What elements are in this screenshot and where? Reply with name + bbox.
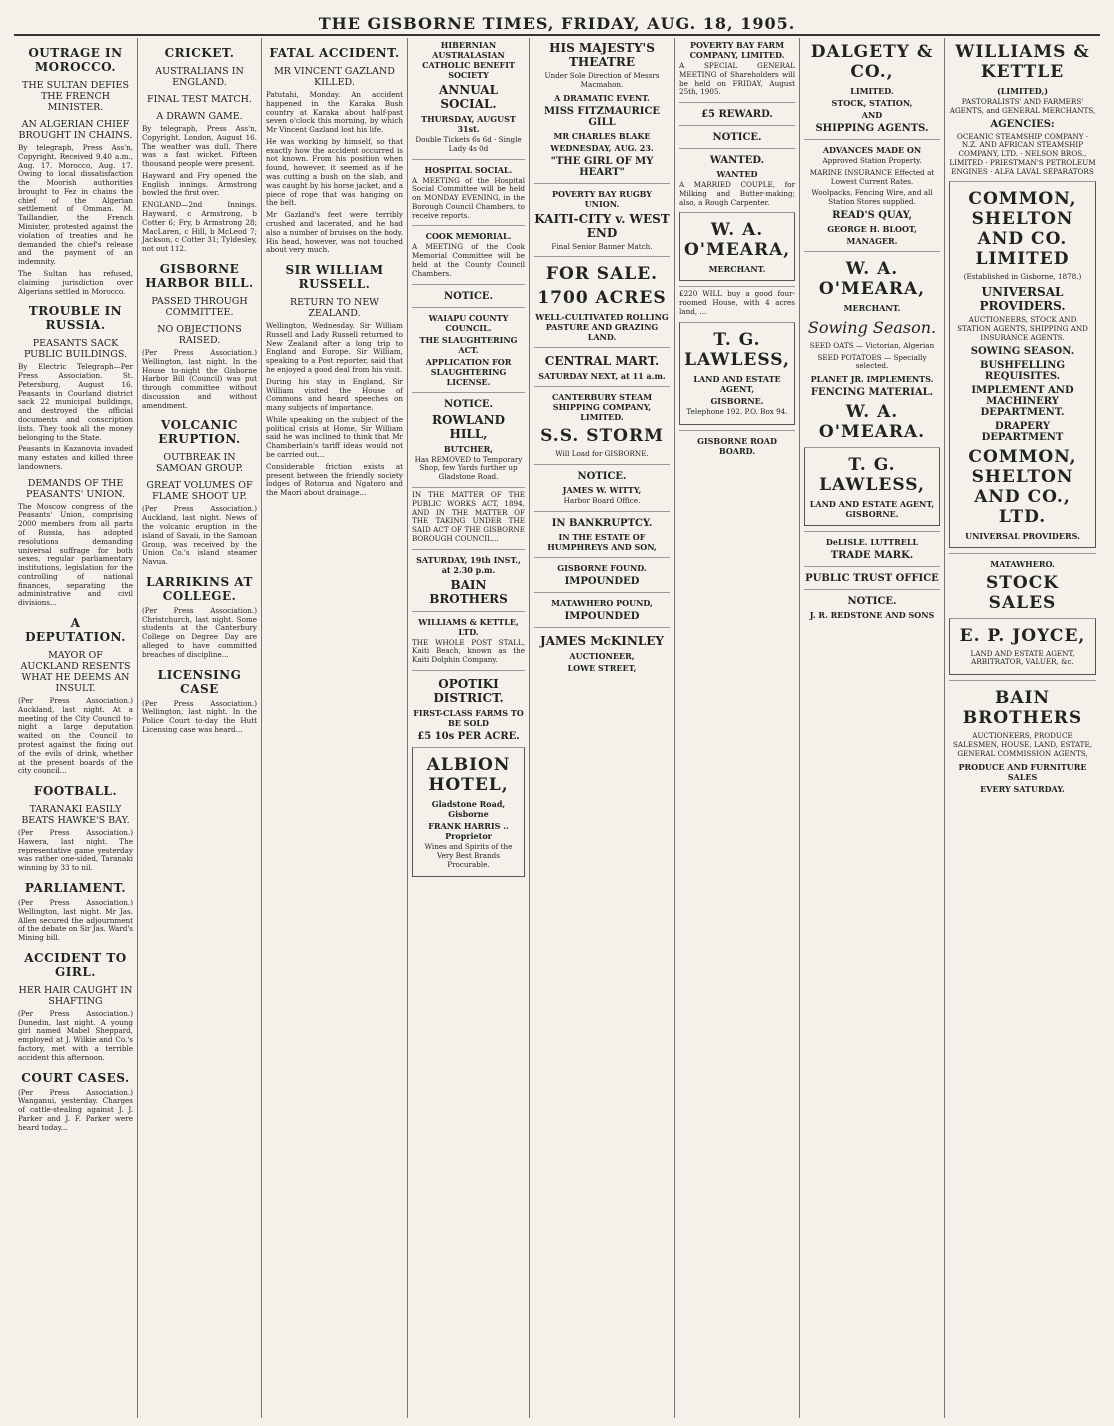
ad-cook-memorial	[412, 225, 525, 278]
article-text: Hayward and Fry opened the English innings. Armstrong bowled the first over.	[142, 170, 257, 198]
ad-title: ALBION HOTEL,	[426, 754, 511, 795]
ad-road-board	[679, 430, 795, 456]
ad-text: Under Sole Direction of Messrs Macmahon.	[544, 71, 660, 89]
article-text: The Moscow congress of the Peasants' Union, comprising 2000 members from all parts of Russia, has adopted resolutions demanding universal suffrage for both sexes, regular parliamentary institutions, legislation for the controlling of national finances, separating the administrative and civil divisions...	[18, 501, 133, 608]
article-text: Considerable friction exists at present between the friendly society lodges of Rotorua and Ngatoro and the Maori about drainage...	[266, 461, 403, 498]
ad-heading: JAMES W. WITTY,	[562, 485, 642, 496]
ad-heading: HIBERNIAN AUSTRALASIAN CATHOLIC BENEFIT SOCIETY	[422, 40, 515, 80]
subhead: FINAL TEST MATCH.	[147, 94, 252, 105]
ad-heading: WANTED.	[709, 155, 765, 167]
subhead: HER HAIR CAUGHT IN SHAFTING	[18, 984, 133, 1007]
ad-heading: LIMITED.	[850, 86, 894, 96]
column-8	[945, 38, 1100, 1418]
subhead: A DRAWN GAME.	[156, 111, 243, 122]
ad-heading: STOCK, STATION,	[831, 98, 913, 108]
ad-title: T. G. LAWLESS,	[819, 455, 925, 496]
ad-title: W. A. O'MEARA.	[818, 402, 926, 443]
ad-heading: MISS FITZMAURICE GILL	[543, 105, 661, 128]
ad-heading: POVERTY BAY RUGBY UNION.	[552, 188, 652, 209]
subhead: GREAT VOLUMES OF FLAME SHOOT UP.	[146, 480, 253, 503]
article-text: (Per Press Association.) Auckland, last night. News of the volcanic eruption in the island of Savaii, in the Samoan Group, was received by the Union Co.'s island steamer Navua.	[142, 504, 257, 567]
ad-mckinley	[534, 627, 670, 673]
subhead: MAYOR OF AUCKLAND RESENTS WHAT HE DEEMS AN INSULT.	[20, 650, 131, 695]
headline-harbor-bill: GISBORNE HARBOR BILL.	[145, 261, 254, 290]
ad-text: £220 WILL buy a good four-roomed House, with 4 acres land, ...	[679, 289, 795, 317]
ad-text: A SPECIAL GENERAL MEETING of Shareholders will be held on FRIDAY, August 25th, 1905.	[679, 61, 795, 97]
ad-title: W. A. O'MEARA,	[818, 258, 926, 299]
ad-title: BAIN BROTHERS	[962, 688, 1083, 729]
ad-heading: A DRAMATIC EVENT.	[554, 92, 650, 103]
subhead: PEASANTS SACK PUBLIC BUILDINGS.	[23, 338, 128, 361]
ad-central-mart	[534, 347, 670, 381]
ad-omeara	[804, 251, 940, 442]
ad-heading: NOTICE.	[577, 471, 627, 483]
ad-heading: GISBORNE.	[710, 395, 764, 406]
ad-notice	[679, 125, 795, 143]
article-text: (Per Press Association.) Hawera, last night. The representative game yesterday was rather one-sided, Taranaki winning by 33 to nil.	[18, 828, 133, 873]
ad-heading: DeLISLE. LUTTRELL	[825, 537, 919, 548]
subhead: AN ALGERIAN CHIEF BROUGHT IN CHAINS.	[18, 119, 133, 141]
ad-lawless	[679, 322, 795, 425]
column-3	[262, 38, 408, 1418]
ad-text: MARINE INSURANCE Effected at Lowest Current Rates.	[809, 167, 935, 186]
ad-heading: GEORGE H. BLOOT,	[827, 223, 917, 234]
article-text: Wellington, Wednesday. Sir William Russell and Lady Russell returned to New Zealand after a long trip to England and Europe. Sir William, speaking to a Post reporter, said that he enjoyed a good deal from his visit.	[266, 321, 403, 374]
article-text: (Per Press Association.) Wellington, last night. In the House to-night the Gisborne Harbor Bill (Council) was put through committee without discussion and without amendment.	[142, 347, 257, 410]
ad-notice-harbor	[534, 464, 670, 506]
ad-heading: FRANK HARRIS .. Proprietor	[428, 820, 509, 841]
ad-text: Harbor Board Office.	[563, 496, 641, 506]
ad-heading: EVERY SATURDAY.	[980, 783, 1065, 794]
ad-heading: TRADE MARK.	[830, 550, 914, 562]
ad-heading: AND	[861, 110, 883, 120]
ad-text: IN THE MATTER OF THE PUBLIC WORKS ACT, 1894, AND IN THE MATTER OF THE TAKING UNDER THE SAID ACT OF THE GISBORNE BOROUGH COUNCIL...	[412, 489, 525, 543]
ad-heading: IMPOUNDED	[564, 575, 640, 587]
ad-title: UNIVERSAL PROVIDERS.	[979, 285, 1066, 314]
subhead: TARANAKI EASILY BEATS HAWKE'S BAY.	[21, 804, 130, 827]
ad-heading: SHIPPING AGENTS.	[815, 123, 929, 134]
ad-title: T. G. LAWLESS,	[684, 329, 790, 370]
ad-heading: FENCING MATERIAL.	[810, 387, 934, 399]
ad-title: ROWLAND HILL,	[431, 412, 506, 441]
ad-reward	[679, 102, 795, 120]
article-text: (Per Press Association.) Auckland, last night. At a meeting of the City Council to-night a large deputation waited on the Council to protest against the fixing out of the evils of drink, whether at the present boards of the city council...	[18, 696, 133, 776]
headline-fatal-accident: FATAL ACCIDENT.	[269, 46, 400, 60]
subhead: AUSTRALIANS IN ENGLAND.	[155, 66, 244, 88]
subhead: OUTBREAK IN SAMOAN GROUP.	[155, 452, 244, 475]
ad-text: AUCTIONEERS, STOCK AND STATION AGENTS, SHIPPING AND INSURANCE AGENTS.	[957, 315, 1088, 342]
headline-football: FOOTBALL.	[33, 784, 118, 799]
ad-title: KAITI-CITY v. WEST END	[534, 211, 670, 240]
column-6	[675, 38, 800, 1418]
subhead: DEMANDS OF THE PEASANTS' UNION.	[26, 477, 125, 500]
ad-heading: AUCTIONEER,	[569, 650, 635, 661]
article-text: He was working by himself, so that exactly how the accident occurred is not known. From his position when found, however, it seemed as if he was cutting a bush on the slab, and was caught by his horse jacket, and a piece of rope that was hanging on the belt.	[266, 136, 403, 208]
article-text: (Per Press Association.) Dunedin, last night. A young girl named Mabel Sheppard, employed at J. Wilkie and Co.'s factory, met with a terrible accident this afternoon.	[18, 1008, 133, 1062]
ad-title: COMMON, SHELTON AND CO., LTD.	[968, 446, 1077, 527]
column-4	[408, 38, 530, 1418]
ad-title: STOCK SALES	[985, 572, 1060, 613]
ad-heading: (LIMITED,)	[996, 86, 1049, 96]
article-text: (Per Press Association.) Wellington, last night. Mr Jas. Allen secured the adjournment of the debate on Sir Jas. Ward's Mining bill.	[18, 897, 133, 943]
ad-for-sale	[534, 256, 670, 342]
article-text: Peasants in Kazanovia invaded many estates and killed three landowners.	[18, 444, 133, 471]
ad-text: A MEETING of the Cook Memorial Committee will be held at the County Council Chambers.	[412, 242, 525, 278]
ad-heading: FIRST-CLASS FARMS TO BE SOLD	[413, 707, 524, 728]
ad-public-trust	[804, 566, 940, 584]
ad-text: A MARRIED COUPLE, for Milking and Butter-making; also, a Rough Carpenter.	[679, 180, 795, 207]
ad-title: W. A. O'MEARA,	[684, 220, 791, 261]
ad-title: Sowing Season.	[807, 317, 937, 337]
ad-heading: LAND AND ESTATE AGENT, GISBORNE.	[809, 499, 935, 520]
ad-redstone	[804, 589, 940, 620]
ad-heading: MATAWHERO.	[990, 558, 1055, 569]
subhead: PASSED THROUGH COMMITTEE.	[151, 295, 248, 318]
ad-heading: NOTICE.	[443, 398, 494, 410]
ad-text: SEED OATS — Victorian, Algerian	[809, 340, 935, 350]
ad-heading: NOTICE.	[847, 596, 897, 608]
ad-heading: Gladstone Road, Gisborne	[431, 798, 506, 819]
ad-hospital-social	[412, 159, 525, 221]
ad-bankruptcy	[534, 511, 670, 552]
ad-heading: COOK MEMORIAL.	[425, 231, 512, 242]
ad-text: AUCTIONEERS, PRODUCE SALESMEN, HOUSE, LAND, ESTATE, GENERAL COMMISSION AGENTS,	[952, 731, 1093, 758]
ad-gisborne-found	[534, 557, 670, 587]
ad-common-shelton	[949, 181, 1096, 547]
subhead: MR VINCENT GAZLAND KILLED.	[274, 66, 395, 88]
headline-cricket: CRICKET.	[164, 46, 235, 60]
ad-williams-kettle	[412, 611, 525, 665]
headline-licensing: LICENSING CASE	[157, 667, 242, 696]
ad-heading: WAIAPU COUNTY COUNCIL.	[428, 312, 509, 333]
ad-text: Telephone 192. P.O. Box 94.	[686, 406, 788, 416]
subhead: NO OBJECTIONS RAISED.	[157, 323, 242, 346]
ad-text: OCEANIC STEAMSHIP COMPANY · N.Z. AND AFRICAN STEAMSHIP COMPANY, LTD. · NELSON BROS., LIMITED · PRIESTMAN'S PETROLEUM ENGINES · ALFA LAVAL SEPARATORS	[949, 131, 1096, 176]
article-text: The Sultan has refused, claiming jurisdiction over Algerians settled in Morocco.	[18, 268, 133, 296]
ad-heading: J. R. REDSTONE AND SONS	[809, 610, 935, 621]
ad-heading: NOTICE.	[712, 132, 762, 144]
headline-court-cases: COURT CASES.	[21, 1070, 130, 1085]
article-text: Patutahi, Monday. An accident happened in the Karaka Bush country at Karaka about half-past seven o'clock this morning, by which Mr Vincent Gazland lost his life.	[266, 90, 403, 135]
ad-title: JAMES McKINLEY	[539, 633, 664, 648]
ad-heading: IMPOUNDED	[564, 610, 640, 622]
ad-heading: PRODUCE AND FURNITURE SALES	[958, 761, 1087, 782]
ad-title: COMMON, SHELTON AND CO. LIMITED	[968, 189, 1077, 270]
ad-date: WEDNESDAY, AUG. 23.	[550, 142, 654, 153]
subhead: RETURN TO NEW ZEALAND.	[289, 297, 380, 320]
ad-title: E. P. JOYCE,	[959, 625, 1086, 646]
article-text: ENGLAND—2nd Innings. Hayward, c Armstrong, b Cotter 6; Fry, b Armstrong 28; MacLaren, c Hill, b McLeod 7; Jackson, c Cotter 31; Tyldesley, not out 112.	[142, 200, 257, 254]
headline-volcanic-eruption: VOLCANIC ERUPTION.	[158, 418, 241, 447]
ad-heading: AGENCIES:	[990, 118, 1055, 130]
article-text: (Per Press Association.) Wellington, last night. In the Police Court to-day the Hutt Licensing case was heard...	[142, 698, 257, 734]
ad-text: A MEETING of the Hospital Social Committee will be held on MONDAY EVENING, in the Borough Council Chambers, to receive reports.	[412, 175, 525, 220]
ad-lawless	[804, 447, 940, 526]
column-2	[138, 38, 262, 1418]
ad-text: Wines and Spirits of the Very Best Brands Procurable.	[424, 841, 513, 869]
ad-albion-hotel	[412, 747, 525, 877]
ad-text: LAND AND ESTATE AGENT, ARBITRATOR, VALUER, &c.	[970, 648, 1075, 667]
ad-heading: MR CHARLES BLAKE	[553, 130, 651, 141]
ad-heading: WANTED	[716, 169, 758, 180]
ad-heading: MERCHANT.	[708, 264, 766, 275]
ad-heading: MATAWHERO POUND,	[551, 597, 653, 608]
headline-outrage-morocco: OUTRAGE IN MOROCCO.	[28, 46, 123, 74]
ad-omeara	[679, 212, 795, 281]
ad-heading: NOTICE.	[443, 290, 494, 302]
ad-rugby	[534, 183, 670, 252]
masthead: THE GISBORNE TIMES, FRIDAY, AUG. 18, 1905.	[318, 14, 796, 33]
ad-joyce	[949, 618, 1096, 676]
column-5	[530, 38, 675, 1418]
ad-heading: BUTCHER,	[443, 443, 494, 454]
ad-heading: IN BANKRUPTCY.	[551, 517, 653, 529]
article-text: By telegraph, Press Ass'n, Copyright. Received 9.40 a.m., Aug. 17. Morocco, Aug. 17. Owing to local dissatisfaction the Moorish authorities brought to Fez in chains the chief of the Algerian settlement of Omman. M. Taillandier, the French Minister, protested against the violation of treaties and he demanded the chief's release and the payment of an indemnity.	[18, 143, 133, 267]
ad-notice	[412, 284, 525, 302]
article-text: Mr Gazland's feet were terribly crushed and lacerated, and he had also a number of bruises on the body. His head, however, was not touched about very much.	[266, 210, 403, 255]
ad-price: £5 10s PER ACRE.	[417, 730, 520, 742]
article-text: (Per Press Association.) Wanganui, yesterday. Charges of cattle-stealing against J. J. Parker and J. F. Parker were heard today...	[18, 1087, 133, 1132]
ad-trade-mark	[804, 531, 940, 561]
ad-public-works	[412, 487, 525, 544]
ad-heading: DRAPERY DEPARTMENT	[981, 420, 1064, 443]
article-text: (Per Press Association.) Christchurch, last night. Some students at the Canterbury College on Degree Day are alleged to have committed breaches of discipline...	[142, 605, 257, 659]
article-text: While speaking on the subject of the political crisis at Home, Sir William said he was inclined to think that Mr Chamberlain's tariff ideas would not be carried out...	[266, 414, 403, 459]
ad-text: SEED POTATOES — Specially selected.	[817, 352, 927, 371]
ad-title: ANNUAL SOCIAL.	[438, 83, 499, 111]
ad-bain	[412, 549, 525, 606]
ad-matawhero-pound	[534, 592, 670, 622]
ad-heading: "THE GIRL OF MY HEART"	[550, 155, 654, 178]
ad-heading: MANAGER.	[846, 235, 898, 246]
article-text: By telegraph, Press Ass'n, Copyright. London, August 16. The weather was dull. There was a fast wicket. Fifteen thousand people were present.	[142, 124, 257, 169]
column-7	[800, 38, 945, 1418]
ad-acres: 1700 ACRES	[537, 288, 667, 309]
ad-heading: READ'S QUAY,	[832, 209, 912, 221]
ad-matawhero	[949, 553, 1096, 613]
ad-title: CENTRAL MART.	[544, 354, 660, 369]
ad-title: BAIN BROTHERS	[429, 577, 508, 606]
column-1	[14, 38, 138, 1418]
ad-wanted	[679, 148, 795, 207]
headline-trouble-russia: TROUBLE IN RUSSIA.	[28, 304, 123, 333]
article-text: By Electric Telegraph—Per Press Association. St. Petersburg, August 16. Peasants in Courland district sack 22 municipal buildings, and destroyed the official documents and conscription lists. They took all the money belonging to the State.	[18, 362, 133, 442]
ad-waiapu	[412, 307, 525, 387]
ad-text: PASTORALISTS' AND FARMERS' AGENTS, and GENERAL MERCHANTS,	[949, 97, 1096, 115]
ad-text: Has REMOVED to Temporary Shop, few Yards further up Gladstone Road.	[414, 454, 523, 482]
ad-heading: BUSHFELLING REQUISITES.	[980, 359, 1065, 382]
ad-text: THE WHOLE POST STALL, Kaiti Beach, known as the Kaiti Dolphin Company.	[412, 637, 525, 665]
ad-heading: IN THE ESTATE OF HUMPHREYS AND SON,	[547, 531, 657, 552]
ad-date: THURSDAY, AUGUST 31st.	[421, 114, 516, 134]
ad-heading: PLANET JR. IMPLEMENTS.	[810, 374, 934, 385]
ad-text: Approved Station Property.	[822, 156, 922, 165]
ad-title: HIS MAJESTY'S THEATRE	[549, 41, 655, 69]
ad-heading: ADVANCES MADE ON	[822, 145, 922, 155]
ad-title: S.S. STORM	[540, 426, 664, 447]
ad-heading: HOSPITAL SOCIAL.	[424, 164, 513, 175]
ad-heading: MERCHANT.	[843, 302, 901, 313]
ad-heading: LOWE STREET,	[567, 662, 637, 673]
headline-accident-girl: ACCIDENT TO GIRL.	[24, 950, 127, 979]
ad-heading: GISBORNE ROAD BOARD.	[697, 435, 777, 456]
headline-parliament: PARLIAMENT.	[24, 880, 127, 895]
ad-heading: APPLICATION FOR SLAUGHTERING LICENSE.	[425, 356, 512, 387]
ad-heading: IMPLEMENT AND MACHINERY DEPARTMENT.	[971, 384, 1074, 418]
article-text: During his stay in England, Sir William visited the House of Commons and heard speeches on many subjects of importance.	[266, 376, 403, 413]
ad-heading: POVERTY BAY FARM COMPANY, LIMITED.	[689, 40, 785, 60]
ad-text: Woolpacks, Fencing Wire, and all Station Stores supplied.	[811, 188, 933, 207]
ad-heading: THE SLAUGHTERING ACT.	[419, 334, 518, 355]
ad-bain-brothers	[949, 680, 1096, 793]
ad-heading: SATURDAY, 19th INST., at 2.30 p.m.	[416, 554, 521, 575]
ad-storm	[534, 386, 670, 459]
ad-text: Final Senior Banner Match.	[551, 241, 653, 251]
ad-heading: CANTERBURY STEAM SHIPPING COMPANY, LIMITED.	[551, 392, 653, 423]
subhead: THE SULTAN DEFIES THE FRENCH MINISTER.	[22, 80, 129, 113]
ad-heading: WILLIAMS & KETTLE, LTD.	[418, 616, 519, 637]
ad-heading: PUBLIC TRUST OFFICE	[805, 573, 939, 585]
masthead-rule	[14, 34, 1100, 36]
ad-heading: SATURDAY NEXT, at 11 a.m.	[538, 371, 666, 382]
ad-heading: £5 REWARD.	[701, 109, 773, 121]
ad-advances	[804, 139, 940, 246]
ad-text: (Established in Gisborne, 1878.)	[963, 272, 1082, 282]
ad-title: DALGETY & CO.,	[810, 42, 934, 82]
ad-notice-2	[412, 392, 525, 482]
ad-text: Will Load for GISBORNE.	[555, 449, 649, 459]
ad-text: Double Tickets 6s 6d · Single Lady 4s 0d	[415, 135, 522, 153]
headline-larrikins: LARRIKINS AT COLLEGE.	[146, 574, 253, 603]
ad-house	[679, 286, 795, 316]
ad-heading: GISBORNE FOUND.	[557, 562, 647, 573]
ad-heading: WELL-CULTIVATED ROLLING PASTURE AND GRAZING LAND.	[535, 312, 669, 343]
headline-sir-william-russell: SIR WILLIAM RUSSELL.	[285, 263, 384, 292]
ad-heading: LAND AND ESTATE AGENT,	[693, 373, 781, 394]
ad-title: WILLIAMS & KETTLE	[955, 42, 1090, 82]
headline-deputation: A DEPUTATION.	[25, 616, 126, 645]
ad-title: OPOTIKI DISTRICT.	[433, 676, 504, 705]
ad-opotiki	[412, 670, 525, 742]
ad-heading: SOWING SEASON.	[970, 345, 1075, 357]
ad-heading: UNIVERSAL PROVIDERS.	[965, 530, 1080, 541]
ad-title: FOR SALE.	[545, 264, 659, 285]
